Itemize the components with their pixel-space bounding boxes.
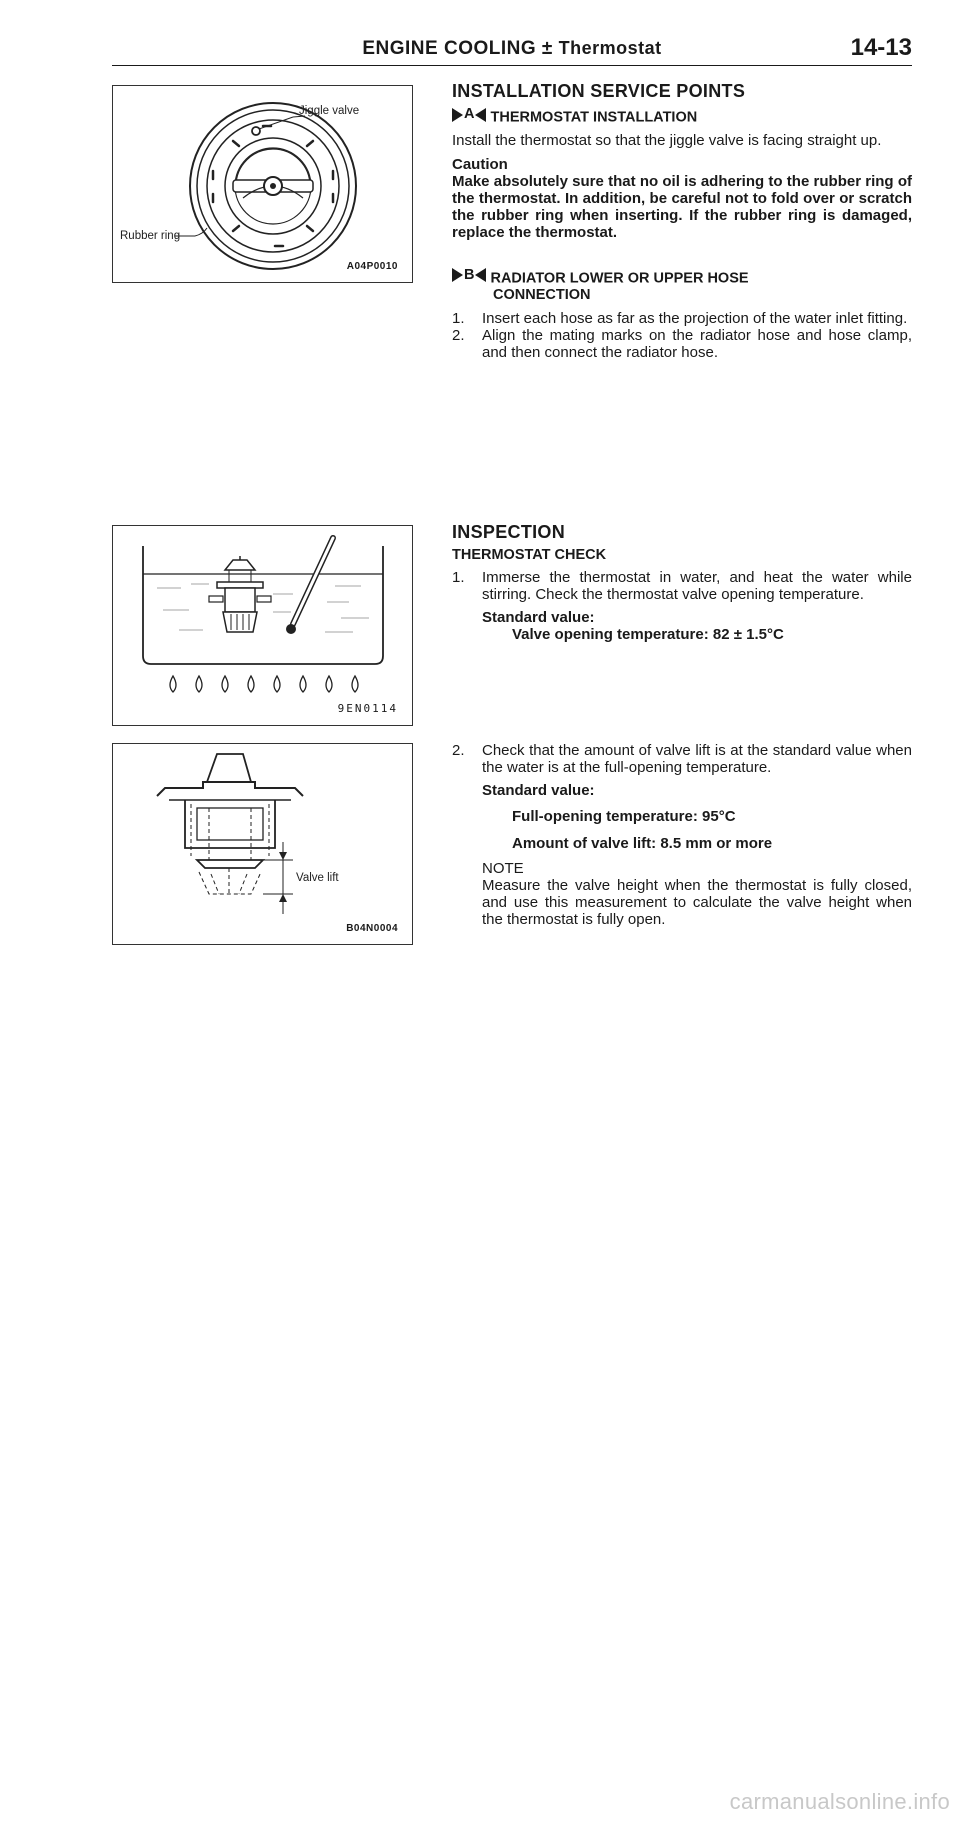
- standard-value: Amount of valve lift: 8.5 mm or more: [512, 835, 773, 852]
- note-text: Measure the valve height when the thermostat is fully closed, and use this measurement to calculate the valve height when the thermostat is fully open.: [482, 877, 912, 928]
- triangle-left-icon: [475, 268, 486, 282]
- caution-label: Caution: [452, 155, 508, 173]
- figure-code: B04N0004: [346, 923, 398, 934]
- figure-valve-lift: [112, 743, 413, 945]
- figure-water-bath-test: [112, 525, 413, 726]
- triangle-right-icon: [452, 268, 463, 282]
- water-bath-illustration: [113, 526, 412, 725]
- figure-code: 9EN0114: [337, 702, 398, 715]
- section-title: ENGINE COOLING ±: [362, 38, 553, 59]
- page-header: [112, 30, 912, 66]
- figure-thermostat-top-view: [112, 85, 413, 283]
- inspection-heading: INSPECTION: [452, 522, 566, 542]
- list-item: 1. Insert each hose as far as the projection of the water inlet fitting.: [452, 310, 908, 327]
- callout-rubber-ring: Rubber ring: [120, 230, 181, 242]
- inspection-step-2: [452, 742, 912, 928]
- caution-text: Make absolutely sure that no oil is adhering to the rubber ring of the thermostat. In addition, be careful not to fold over or scratch the rubber ring when inserting. If the rubber ring is damaged, replace the thermostat.: [452, 172, 912, 241]
- watermark-footer: carmanualsonline.info: [729, 1789, 950, 1814]
- installation-heading: INSTALLATION SERVICE POINTS: [452, 81, 746, 101]
- installation-body: Install the thermostat so that the jiggle valve is facing straight up.: [452, 131, 882, 149]
- service-point-b-title-line1: RADIATOR LOWER OR UPPER HOSE: [490, 270, 749, 286]
- list-item: 1. Immerse the thermostat in water, and heat the water while stirring. Check the thermostat valve opening temperature.: [452, 569, 912, 603]
- service-point-a-heading: [452, 106, 912, 127]
- service-point-marker-b: B: [452, 267, 490, 284]
- note-label: NOTE: [482, 860, 524, 877]
- service-point-marker-a: A: [452, 106, 490, 123]
- standard-value: Full-opening temperature: 95°C: [512, 808, 736, 825]
- list-item: 2. Check that the amount of valve lift is at the standard value when the water is at the full-opening temperature.: [452, 742, 912, 776]
- inspection-section: [452, 524, 912, 643]
- valve-lift-illustration: [113, 744, 412, 944]
- thermostat-check-heading: THERMOSTAT CHECK: [452, 547, 607, 563]
- standard-value: Valve opening temperature: 82 ± 1.5°C: [512, 626, 784, 643]
- list-item: 2. Align the mating marks on the radiator hose and hose clamp, and then connect the radiator hose.: [452, 327, 912, 361]
- figure-code: A04P0010: [346, 261, 398, 272]
- callout-jiggle-valve: Jiggle valve: [299, 105, 360, 117]
- triangle-right-icon: [452, 108, 463, 122]
- standard-value-label: Standard value:: [482, 782, 595, 799]
- page-number: 14-13: [850, 34, 912, 61]
- installation-section: [452, 83, 912, 361]
- triangle-left-icon: [475, 108, 486, 122]
- service-point-b-heading: [452, 267, 912, 305]
- header-rule: [112, 65, 912, 66]
- service-point-a-title: THERMOSTAT INSTALLATION: [490, 109, 698, 126]
- service-point-b-title-line2: CONNECTION: [493, 287, 591, 303]
- thermostat-top-view-illustration: [113, 86, 412, 282]
- section-subtitle: Thermostat: [558, 38, 662, 58]
- page-title: [112, 38, 912, 60]
- callout-valve-lift: Valve lift: [296, 872, 339, 884]
- standard-value-label: Standard value:: [482, 609, 595, 626]
